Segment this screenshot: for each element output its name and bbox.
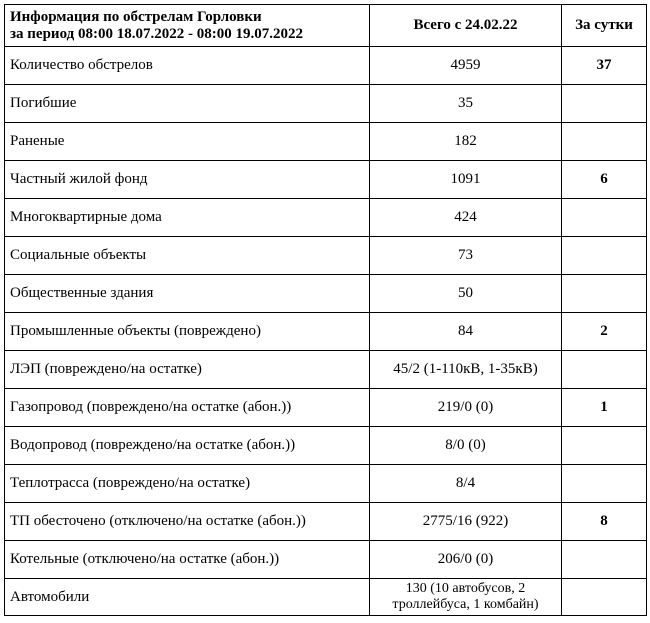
row-day-cell: [562, 579, 647, 616]
table-row: [5, 465, 647, 503]
row-label-cell: Промышленные объекты (повреждено): [5, 313, 370, 351]
row-day-cell: [562, 275, 647, 313]
row-day-cell: 1: [562, 389, 647, 427]
table-row: [5, 503, 647, 541]
row-day-cell: [562, 541, 647, 579]
row-label-cell: Водопровод (повреждено/на остатке (абон.)): [5, 427, 370, 465]
row-label-cell: Социальные объекты: [5, 237, 370, 275]
header-total-cell: Всего с 24.02.22: [370, 5, 562, 47]
table-row: [5, 275, 647, 313]
row-day-cell: [562, 199, 647, 237]
table-row: [5, 389, 647, 427]
header-title-cell: [5, 5, 370, 47]
row-total-cell: 182: [370, 123, 562, 161]
row-total-cell: 424: [370, 199, 562, 237]
row-total-cell: 50: [370, 275, 562, 313]
row-total-cell: 130 (10 автобусов, 2 троллейбуса, 1 комбайн): [370, 579, 562, 616]
row-label-cell: Общественные здания: [5, 275, 370, 313]
row-label-cell: ЛЭП (повреждено/на остатке): [5, 351, 370, 389]
table-header-row: [5, 5, 647, 47]
table-row: [5, 313, 647, 351]
row-label-cell: Частный жилой фонд: [5, 161, 370, 199]
row-day-cell: [562, 465, 647, 503]
row-label-cell: Теплотрасса (повреждено/на остатке): [5, 465, 370, 503]
row-total-cell: 45/2 (1-110кВ, 1-35кВ): [370, 351, 562, 389]
row-total-cell: 8/4: [370, 465, 562, 503]
row-total-cell: 206/0 (0): [370, 541, 562, 579]
header-title-line-1: Информация по обстрелам Горловки: [10, 8, 262, 25]
table-row: [5, 579, 647, 616]
header-day-cell: За сутки: [562, 5, 647, 47]
row-total-cell: 73: [370, 237, 562, 275]
shelling-report-table: [4, 4, 647, 616]
row-day-cell: 6: [562, 161, 647, 199]
table-row: [5, 237, 647, 275]
row-label-cell: ТП обесточено (отключено/на остатке (абон.)): [5, 503, 370, 541]
row-label-cell: Многоквартирные дома: [5, 199, 370, 237]
row-day-cell: [562, 427, 647, 465]
row-day-cell: 37: [562, 47, 647, 85]
row-label-cell: Котельные (отключено/на остатке (абон.)): [5, 541, 370, 579]
row-label-cell: Автомобили: [5, 579, 370, 616]
table-row: [5, 541, 647, 579]
row-total-cell: 1091: [370, 161, 562, 199]
table-body: [5, 47, 647, 616]
row-label-cell: Количество обстрелов: [5, 47, 370, 85]
row-day-cell: 8: [562, 503, 647, 541]
row-total-cell: 84: [370, 313, 562, 351]
row-day-cell: [562, 85, 647, 123]
table-row: [5, 85, 647, 123]
row-total-cell: 8/0 (0): [370, 427, 562, 465]
table-row: [5, 47, 647, 85]
table-row: [5, 427, 647, 465]
row-label-cell: Погибшие: [5, 85, 370, 123]
table-row: [5, 161, 647, 199]
row-day-cell: [562, 351, 647, 389]
row-day-cell: 2: [562, 313, 647, 351]
row-label-cell: Газопровод (повреждено/на остатке (абон.)): [5, 389, 370, 427]
row-total-cell: 4959: [370, 47, 562, 85]
row-total-cell: 35: [370, 85, 562, 123]
row-total-cell: 219/0 (0): [370, 389, 562, 427]
row-day-cell: [562, 237, 647, 275]
table-row: [5, 351, 647, 389]
table-row: [5, 199, 647, 237]
row-day-cell: [562, 123, 647, 161]
row-total-cell: 2775/16 (922): [370, 503, 562, 541]
table-row: [5, 123, 647, 161]
header-title-line-2: за период 08:00 18.07.2022 - 08:00 19.07.2022: [10, 25, 303, 42]
row-label-cell: Раненые: [5, 123, 370, 161]
